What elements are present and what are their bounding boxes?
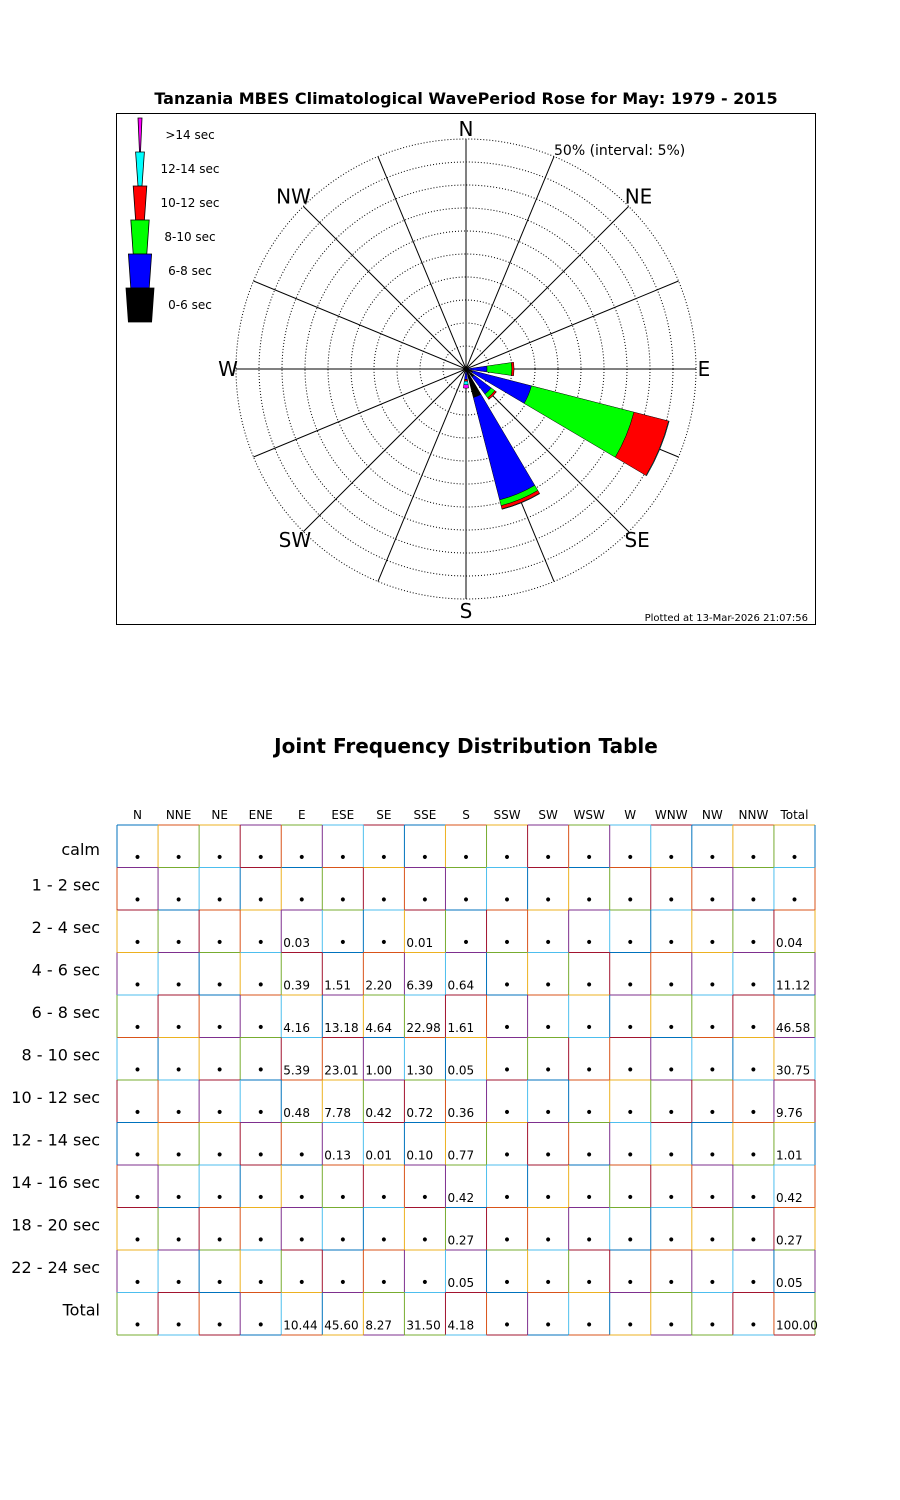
table-cell: • (174, 1317, 183, 1334)
table-cell: 45.60 (324, 1318, 359, 1333)
table-cell: • (626, 892, 635, 909)
table-cell: • (174, 1147, 183, 1164)
table-cell: 0.05 (447, 1276, 475, 1290)
table-cell: • (585, 977, 594, 994)
table-cell: 23.01 (324, 1063, 359, 1078)
table-cell: 1.00 (365, 1063, 393, 1078)
table-cell: 1.01 (775, 1148, 803, 1163)
compass-label-n: N (458, 117, 474, 141)
table-cell: • (502, 1147, 512, 1164)
table-cell: • (749, 1020, 758, 1036)
table-cell: • (379, 850, 389, 866)
table-cell: • (174, 935, 183, 951)
table-cell: • (585, 935, 594, 951)
table-cell: • (667, 1190, 676, 1206)
table-cell: • (338, 935, 347, 951)
col-header-wsw: WSW (573, 808, 605, 822)
table-cell: 22.98 (406, 1021, 441, 1035)
table-cell: • (708, 977, 717, 994)
table-cell: • (256, 1062, 265, 1079)
table-cell: 11.12 (775, 978, 811, 993)
table-cell: • (420, 892, 430, 909)
table-cell: • (256, 1317, 265, 1334)
col-header-sse: SSE (413, 808, 437, 822)
rose-scale-label: 50% (interval: 5%) (554, 143, 686, 159)
legend-label-1: 6-8 sec (168, 264, 212, 278)
row-label: calm (61, 840, 100, 859)
table-cell: • (790, 850, 799, 866)
table-cell: • (338, 850, 347, 866)
table-cell: 0.36 (447, 1106, 475, 1120)
table-cell: 1.30 (406, 1063, 434, 1078)
table-cell: • (708, 1190, 717, 1206)
table-cell: • (215, 1147, 224, 1164)
table-cell: 0.05 (447, 1063, 475, 1078)
row-label: 2 - 4 sec (31, 918, 100, 937)
table-cell: • (626, 1190, 635, 1206)
table-cell: • (256, 1232, 265, 1249)
table-cell: 5.39 (283, 1063, 310, 1078)
table-cell: • (215, 1105, 224, 1121)
table-cell: • (502, 1317, 512, 1334)
table-cell: • (667, 1232, 676, 1249)
table-cell: • (133, 977, 142, 994)
table-cell: • (585, 1190, 594, 1206)
col-header-total: Total (780, 808, 809, 822)
table-cell: • (626, 1062, 635, 1079)
table-cell: 4.16 (283, 1021, 310, 1035)
table-cell: • (667, 850, 676, 866)
table-cell: • (174, 1275, 183, 1291)
col-header-ssw: SSW (493, 808, 521, 822)
table-cell: • (667, 935, 676, 951)
table-cell: • (543, 1275, 553, 1291)
table-cell: • (174, 1020, 183, 1036)
table-cell: • (133, 850, 142, 866)
table-cell: • (256, 935, 265, 951)
table-cell: 0.72 (406, 1106, 434, 1120)
table-cell: • (215, 1317, 224, 1334)
table-cell: • (708, 1317, 717, 1334)
table-cell: • (626, 1147, 635, 1164)
table-cell: • (174, 850, 183, 866)
table-cell: • (297, 1232, 306, 1249)
table-cell: • (626, 1105, 635, 1121)
compass-label-e: E (697, 357, 711, 381)
table-cell: • (133, 1317, 142, 1334)
col-header-nne: NNE (165, 808, 192, 822)
table-cell: • (215, 1232, 224, 1249)
table-cell: • (543, 1190, 553, 1206)
table-cell: 0.77 (447, 1148, 475, 1163)
row-label: 14 - 16 sec (11, 1173, 100, 1192)
table-cell: • (379, 1232, 389, 1249)
table-cell: • (256, 1275, 265, 1291)
col-header-ne: NE (211, 808, 228, 822)
table-cell: • (708, 850, 717, 866)
table-cell: • (626, 1020, 635, 1036)
compass-label-s: S (459, 599, 473, 623)
row-label: 4 - 6 sec (31, 960, 100, 980)
compass-label-se: SE (624, 528, 650, 553)
table-cell: • (502, 892, 512, 909)
table-cell: • (174, 1190, 183, 1206)
table-cell: • (256, 1147, 265, 1164)
table-cell: 1.51 (324, 978, 352, 993)
table-cell: • (749, 1190, 758, 1206)
compass-label-w: W (218, 357, 238, 381)
table-cell: • (667, 1275, 676, 1291)
table-cell: 30.75 (775, 1063, 811, 1078)
table-cell: 7.78 (324, 1106, 352, 1120)
table-cell: • (502, 1232, 512, 1249)
table-cell: • (215, 1062, 224, 1079)
table-cell: • (502, 977, 512, 994)
table-cell: • (215, 977, 224, 994)
table-cell: • (215, 935, 224, 951)
table-cell: • (461, 935, 471, 951)
table-cell: 6.39 (406, 978, 434, 993)
compass-label-nw: NW (276, 184, 311, 209)
table-cell: 100.00 (775, 1318, 818, 1333)
table-cell: 1.61 (447, 1021, 475, 1035)
table-cell: 8.27 (365, 1318, 393, 1333)
table-cell: • (215, 1020, 224, 1036)
table-cell: • (749, 892, 758, 909)
table-cell: • (215, 1275, 224, 1291)
table-cell: • (133, 1105, 142, 1121)
table-cell: • (708, 1020, 717, 1036)
table-cell: • (420, 1190, 430, 1206)
table-cell: 31.50 (406, 1318, 441, 1333)
table-cell: • (174, 1105, 183, 1121)
table-cell: • (379, 892, 389, 909)
table-cell: • (585, 850, 594, 866)
table-cell: 0.13 (324, 1148, 352, 1163)
compass-label-ne: NE (624, 184, 653, 209)
table-title: Joint Frequency Distribution Table (274, 734, 658, 758)
col-header-nnw: NNW (738, 808, 769, 822)
table-cell: • (256, 892, 265, 909)
table-cell: • (667, 892, 676, 909)
table-cell: 0.27 (447, 1233, 475, 1248)
table-cell: • (133, 1232, 142, 1249)
col-header-se: SE (376, 808, 392, 822)
table-cell: • (749, 977, 758, 994)
table-cell: • (708, 1275, 717, 1291)
table-cell: • (297, 892, 306, 909)
table-cell: • (667, 1147, 676, 1164)
table-cell: 0.48 (283, 1106, 310, 1120)
legend-label-2: 8-10 sec (164, 230, 216, 244)
table-cell: 10.44 (283, 1318, 318, 1333)
col-header-ene: ENE (248, 808, 273, 822)
table-cell: • (379, 1275, 389, 1291)
table-cell: • (749, 935, 758, 951)
table-cell: • (133, 1147, 142, 1164)
col-header-e: E (297, 808, 306, 822)
table-cell: • (790, 892, 799, 909)
table-cell: • (585, 1232, 594, 1249)
rose-title: Tanzania MBES Climatological WavePeriod Rose for May: 1979 - 2015 (154, 89, 778, 108)
table-cell: • (708, 1232, 717, 1249)
row-label: 10 - 12 sec (11, 1088, 100, 1107)
col-header-n: N (133, 808, 143, 822)
table-cell: • (749, 1317, 758, 1334)
table-cell: • (667, 1317, 676, 1334)
table-cell: 13.18 (324, 1021, 359, 1035)
table-cell: • (133, 1275, 142, 1291)
table-cell: • (297, 1190, 306, 1206)
table-cell: • (256, 977, 265, 994)
table-cell: • (543, 1232, 553, 1249)
rose-footer: Plotted at 13-Mar-2026 21:07:56 (644, 613, 808, 624)
table-cell: • (502, 935, 512, 951)
col-header-s: S (462, 808, 470, 822)
table-cell: 0.01 (406, 936, 434, 950)
table-cell: 0.27 (775, 1233, 803, 1248)
table-cell: • (708, 892, 717, 909)
col-header-wnw: WNW (654, 808, 688, 822)
table-cell: • (585, 892, 594, 909)
table-cell: • (297, 850, 306, 866)
table-cell: • (338, 1275, 347, 1291)
table-cell: • (749, 1275, 758, 1291)
table-cell: • (133, 1062, 142, 1079)
table-cell: • (502, 1275, 512, 1291)
table-cell: • (749, 1105, 758, 1121)
table-cell: • (256, 1020, 265, 1036)
legend-label-4: 12-14 sec (160, 162, 220, 176)
table-cell: 0.01 (365, 1148, 393, 1163)
table-cell: • (543, 892, 553, 909)
col-header-ese: ESE (331, 808, 355, 822)
table-cell: • (667, 1020, 676, 1036)
legend-label-5: >14 sec (165, 128, 215, 142)
table-cell: 4.64 (365, 1021, 393, 1035)
table-cell: • (708, 1105, 717, 1121)
table-cell: • (585, 1317, 594, 1334)
col-header-nw: NW (701, 808, 723, 822)
table-cell: • (502, 1062, 512, 1079)
legend-label-0: 0-6 sec (168, 298, 212, 312)
table-cell: • (543, 1020, 553, 1036)
table-cell: • (708, 935, 717, 951)
row-label: 1 - 2 sec (31, 875, 100, 895)
row-label: 18 - 20 sec (11, 1215, 100, 1235)
table-cell: • (297, 1275, 306, 1291)
table-cell: 4.18 (447, 1318, 475, 1333)
table-cell: • (626, 1275, 635, 1291)
table-cell: • (749, 1062, 758, 1079)
table-cell: • (585, 1275, 594, 1291)
table-cell: • (297, 1147, 306, 1164)
table-cell: 9.76 (775, 1106, 803, 1120)
table-cell: • (626, 1232, 635, 1249)
table-cell: • (379, 935, 389, 951)
table-cell: • (502, 1105, 512, 1121)
table-cell: • (585, 1062, 594, 1079)
table-cell: 0.42 (365, 1106, 393, 1120)
table-cell: 0.05 (775, 1276, 803, 1290)
table-cell: • (174, 1232, 183, 1249)
table-cell: • (502, 1020, 512, 1036)
table-cell: • (420, 850, 430, 866)
table-cell: 46.58 (775, 1021, 811, 1035)
table-cell: • (133, 935, 142, 951)
table-cell: • (502, 850, 512, 866)
table-cell: • (215, 850, 224, 866)
table-cell: • (543, 850, 553, 866)
table-cell: • (379, 1190, 389, 1206)
table-cell: • (749, 1147, 758, 1164)
table-cell: • (420, 1275, 430, 1291)
table-cell: • (708, 1062, 717, 1079)
table-cell: • (502, 1190, 512, 1206)
table-cell: • (133, 1020, 142, 1036)
table-cell: • (461, 892, 471, 909)
table-cell: 0.03 (283, 936, 310, 950)
table-cell: 0.10 (406, 1148, 434, 1163)
table-cell: • (543, 935, 553, 951)
table-cell: • (543, 1317, 553, 1334)
table-cell: 0.39 (283, 978, 310, 993)
table-cell: 2.20 (365, 978, 393, 993)
col-header-sw: SW (538, 808, 558, 822)
table-cell: • (667, 977, 676, 994)
table-cell: 0.64 (447, 978, 475, 993)
table-cell: • (708, 1147, 717, 1164)
table-cell: • (338, 1232, 347, 1249)
table-cell: 0.04 (775, 936, 803, 950)
table-cell: • (626, 850, 635, 866)
table-cell: • (215, 1190, 224, 1206)
table-cell: • (543, 1062, 553, 1079)
table-cell: • (749, 850, 758, 866)
table-cell: • (256, 1105, 265, 1121)
table-cell: • (585, 1020, 594, 1036)
table-cell: • (256, 1190, 265, 1206)
table-cell: 0.42 (775, 1191, 803, 1205)
table-cell: • (626, 935, 635, 951)
table-cell: • (543, 1105, 553, 1121)
table-cell: • (626, 1317, 635, 1334)
col-header-w: W (624, 808, 637, 822)
table-cell: • (215, 892, 224, 909)
table-cell: • (133, 1190, 142, 1206)
table-cell: • (133, 892, 142, 909)
row-label: Total (62, 1300, 100, 1320)
row-label: 6 - 8 sec (31, 1003, 100, 1022)
table-cell: • (338, 892, 347, 909)
table-cell: • (338, 1190, 347, 1206)
table-cell: • (174, 1062, 183, 1079)
row-label: 12 - 14 sec (11, 1130, 100, 1150)
table-cell: • (585, 1105, 594, 1121)
compass-label-sw: SW (278, 528, 312, 553)
table-cell: • (174, 977, 183, 994)
table-cell: • (256, 850, 265, 866)
table-cell: • (543, 1147, 553, 1164)
table-cell: • (585, 1147, 594, 1164)
row-label: 22 - 24 sec (11, 1258, 100, 1277)
table-cell: • (543, 977, 553, 994)
table-cell: • (667, 1105, 676, 1121)
table-cell: • (461, 850, 471, 866)
legend-label-3: 10-12 sec (160, 196, 220, 210)
table-cell: 0.42 (447, 1191, 475, 1205)
table-cell: • (174, 892, 183, 909)
row-label: 8 - 10 sec (21, 1045, 100, 1065)
table-cell: • (749, 1232, 758, 1249)
table-cell: • (626, 977, 635, 994)
table-cell: • (420, 1232, 430, 1249)
table-cell: • (667, 1062, 676, 1079)
